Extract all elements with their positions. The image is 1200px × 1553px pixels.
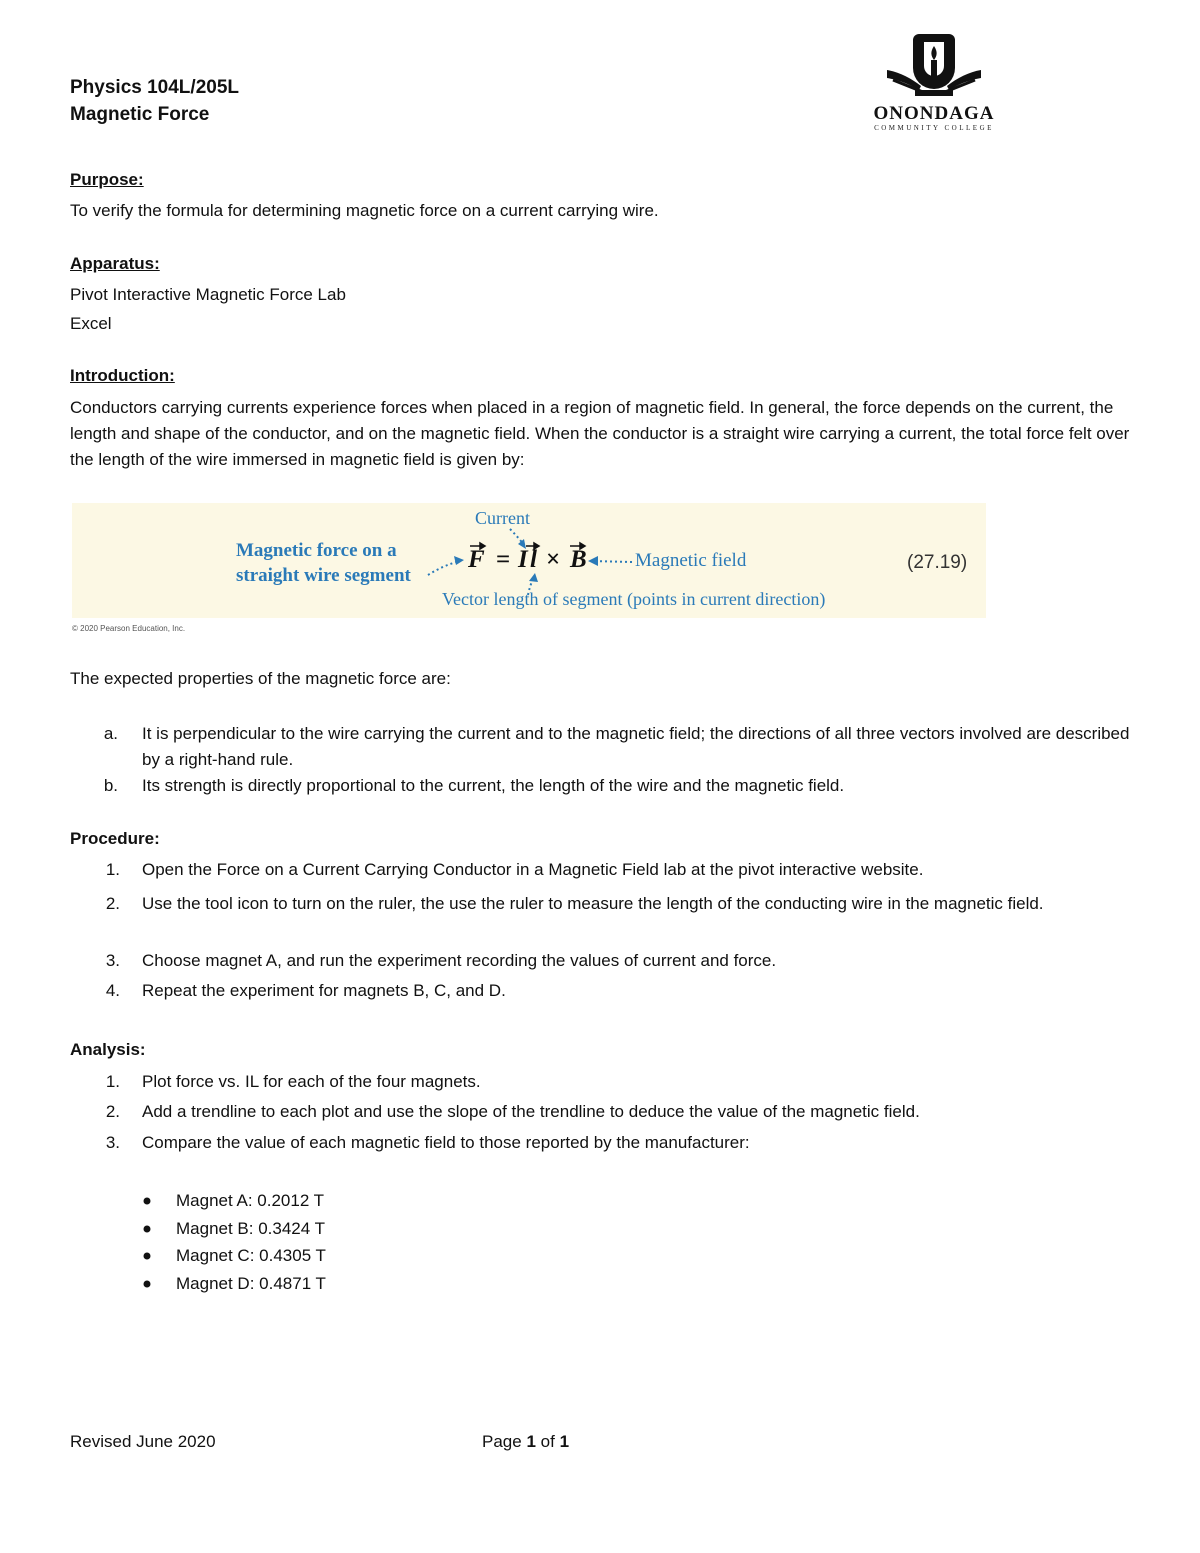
list-marker: 4.: [105, 981, 120, 1000]
page-label: Page: [482, 1432, 522, 1451]
formula-force: F: [468, 546, 485, 573]
properties-intro: The expected properties of the magnetic force are:: [70, 669, 451, 688]
torch-emblem-icon: [879, 30, 989, 102]
document-header: [70, 74, 239, 128]
list-text: Open the Force on a Current Carrying Conductor in a Magnetic Field lab at the pivot interactive website.: [142, 860, 924, 879]
magnet-value: Magnet B: 0.3424 T: [176, 1219, 326, 1238]
list-marker: a.: [103, 724, 118, 743]
list-text: Add a trendline to each plot and use the slope of the trendline to deduce the value of the magnetic field.: [142, 1102, 920, 1121]
page-current: 1: [526, 1432, 536, 1451]
current-label: Current: [475, 508, 530, 528]
list-text: Plot force vs. IL for each of the four magnets.: [142, 1072, 481, 1091]
equation-figure: [72, 503, 986, 618]
magnet-value: Magnet C: 0.4305 T: [176, 1246, 326, 1265]
list-text: It is perpendicular to the wire carrying the current and to the magnetic field; the directions of all three vectors involved are described by a right-hand rule.: [142, 724, 1130, 769]
logo-college-name: ONONDAGA: [873, 103, 995, 124]
bullet-icon: [142, 1224, 152, 1234]
footer-page-number: [482, 1432, 569, 1452]
magnetic-field-label: Magnetic field: [635, 550, 747, 571]
equation-label-line2: straight wire segment: [236, 565, 411, 586]
list-text: Its strength is directly proportional to the current, the length of the wire and the magnetic field.: [142, 776, 845, 795]
formula-equals: =: [496, 546, 511, 573]
apparatus-heading: Apparatus:: [70, 254, 160, 273]
list-marker: 3.: [105, 951, 120, 970]
page-total: 1: [559, 1432, 570, 1451]
analysis-heading: Analysis:: [70, 1040, 146, 1059]
segment-length-label: Vector length of segment (points in current direction): [442, 589, 826, 609]
list-marker: 2.: [105, 894, 120, 913]
formula-current: I: [518, 546, 528, 573]
list-marker: b.: [103, 776, 118, 795]
purpose-heading: Purpose:: [70, 170, 144, 189]
formula-field: B: [570, 546, 587, 573]
purpose-text: To verify the formula for determining magnetic force on a current carrying wire.: [70, 201, 659, 220]
formula-cross: ×: [546, 546, 561, 573]
bullet-icon: [142, 1279, 152, 1289]
footer-revised: Revised June 2020: [70, 1432, 216, 1451]
list-text: Choose magnet A, and run the experiment recording the values of current and force.: [142, 951, 777, 970]
list-marker: 1.: [105, 860, 120, 879]
page-of: of: [540, 1432, 555, 1451]
equation-label-line1: Magnetic force on a: [236, 540, 397, 561]
procedure-heading: Procedure:: [70, 829, 160, 848]
introduction-heading: Introduction:: [70, 366, 175, 385]
list-marker: 2.: [105, 1102, 120, 1121]
list-text: Use the tool icon to turn on the ruler, the use the ruler to measure the length of the conducting wire in the magnetic field.: [142, 894, 1044, 913]
formula-length: l: [530, 546, 537, 573]
document-title: Magnetic Force: [70, 104, 210, 125]
magnet-value: Magnet A: 0.2012 T: [176, 1191, 325, 1210]
bullet-icon: [142, 1251, 152, 1261]
logo-subtitle: COMMUNITY COLLEGE: [874, 124, 994, 132]
magnet-value: Magnet D: 0.4871 T: [176, 1274, 326, 1293]
list-marker: 3.: [105, 1133, 120, 1152]
apparatus-item: Pivot Interactive Magnetic Force Lab: [70, 285, 346, 304]
equation-copyright: © 2020 Pearson Education, Inc.: [72, 624, 186, 633]
list-text: Compare the value of each magnetic field to those reported by the manufacturer:: [142, 1133, 750, 1152]
list-marker: 1.: [105, 1072, 120, 1091]
apparatus-item: Excel: [70, 314, 112, 333]
equation-number: (27.19): [907, 552, 968, 573]
list-text: Repeat the experiment for magnets B, C, and D.: [142, 981, 506, 1000]
college-logo: [868, 30, 1000, 132]
course-code: Physics 104L/205L: [70, 77, 239, 98]
introduction-text: Conductors carrying currents experience forces when placed in a region of magnetic field. In general, the force depends on the current, the length and shape of the conductor, and on the magnetic field. When the conductor is a straight wire carrying a current, the total force felt over the length of the wire immersed in magnetic field is given by:: [70, 398, 1130, 469]
bullet-icon: [142, 1196, 152, 1206]
